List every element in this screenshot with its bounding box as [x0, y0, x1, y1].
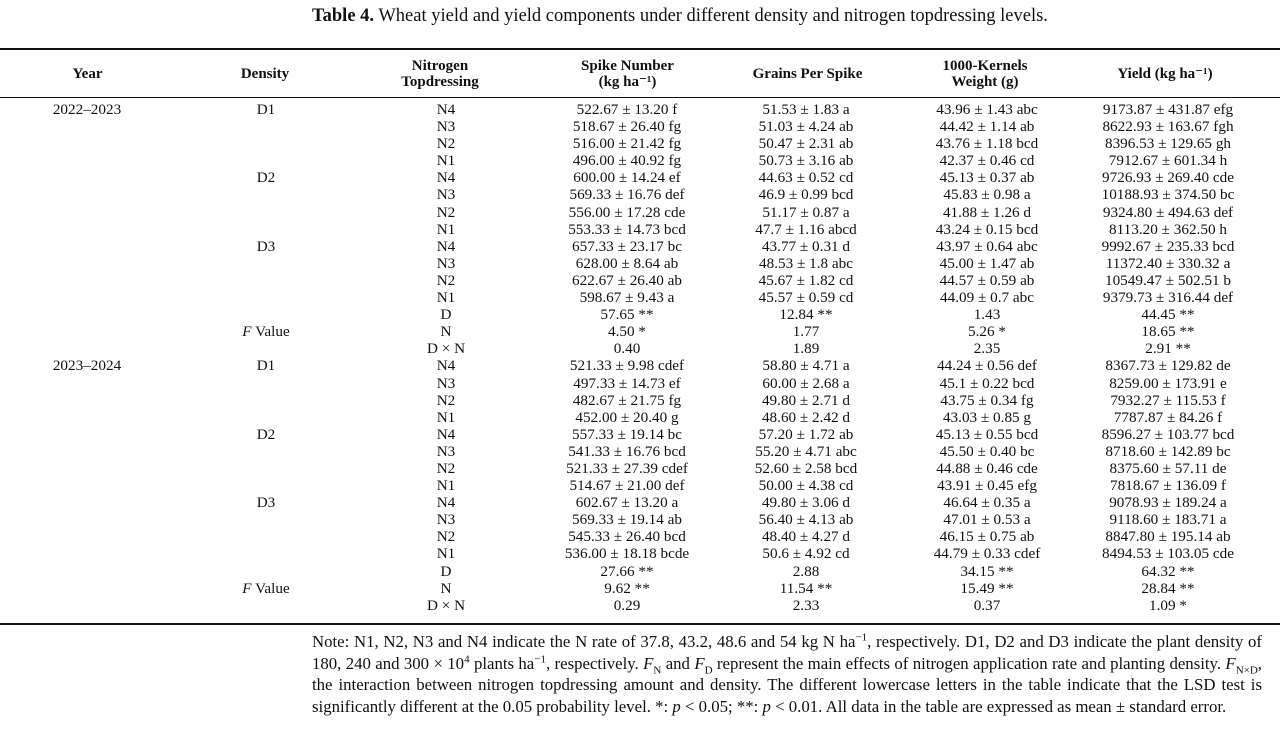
cell-kernels-weight: 45.83 ± 0.98 a [943, 186, 1031, 204]
cell-grains-per-spike: 44.63 ± 0.52 cd [758, 169, 854, 187]
cell-yield: 8375.60 ± 57.11 de [1109, 459, 1227, 477]
cell-grains-per-spike: 45.57 ± 0.59 cd [758, 289, 854, 307]
cell-yield: 44.45 ** [1141, 306, 1195, 324]
table-row [0, 101, 1280, 118]
cell-grains-per-spike: 51.53 ± 1.83 a [762, 101, 850, 118]
cell-density: D2 [256, 425, 276, 443]
cell-nitrogen: N4 [436, 169, 456, 187]
table-row [0, 272, 1280, 289]
cell-spike-number: 452.00 ± 20.40 g [575, 408, 679, 426]
cell-nitrogen: N3 [436, 118, 456, 136]
table-row [0, 255, 1280, 272]
table-row [0, 545, 1280, 562]
cell-kernels-weight: 43.03 ± 0.85 g [942, 408, 1032, 426]
table-row [0, 289, 1280, 306]
cell-spike-number: 541.33 ± 16.76 bcd [568, 442, 686, 460]
cell-grains-per-spike: 46.9 ± 0.99 bcd [758, 186, 854, 204]
cell-grains-per-spike: 51.03 ± 4.24 ab [758, 118, 854, 136]
cell-spike-number: 557.33 ± 19.14 bc [572, 425, 682, 443]
cell-grains-per-spike: 1.89 [792, 340, 820, 358]
cell-yield: 8113.20 ± 362.50 h [1109, 220, 1227, 238]
cell-spike-number: 622.67 ± 26.40 ab [572, 271, 682, 289]
table-row [0, 135, 1280, 152]
cell-nitrogen: N4 [436, 425, 456, 443]
cell-density: D1 [256, 357, 276, 375]
header-nitrogen-topdressing: Nitrogen Topdressing [401, 58, 479, 90]
cell-nitrogen: N3 [436, 442, 456, 460]
cell-spike-number: 569.33 ± 16.76 def [569, 186, 685, 204]
table-row [0, 238, 1280, 255]
cell-grains-per-spike: 50.00 ± 4.38 cd [758, 477, 854, 495]
cell-yield: 9379.73 ± 316.44 def [1102, 289, 1234, 307]
cell-kernels-weight: 43.91 ± 0.45 efg [937, 477, 1037, 495]
cell-spike-number: 602.67 ± 13.20 a [575, 494, 679, 512]
cell-yield: 2.91 ** [1145, 340, 1191, 358]
cell-spike-number: 482.67 ± 21.75 fg [572, 391, 682, 409]
cell-density: D2 [256, 169, 276, 187]
cell-kernels-weight: 43.97 ± 0.64 abc [936, 237, 1038, 255]
cell-kernels-weight: 34.15 ** [960, 562, 1014, 580]
cell-grains-per-spike: 43.77 ± 0.31 d [761, 237, 851, 255]
cell-grains-per-spike: 2.33 [792, 596, 820, 614]
table-row [0, 460, 1280, 477]
cell-yield: 8847.80 ± 195.14 ab [1105, 528, 1231, 546]
cell-yield: 9324.80 ± 494.63 def [1102, 203, 1234, 221]
cell-nitrogen: N2 [436, 271, 456, 289]
table-body [0, 101, 1280, 614]
cell-yield: 8396.53 ± 129.65 gh [1104, 135, 1232, 153]
cell-yield: 8367.73 ± 129.82 de [1105, 357, 1231, 375]
cell-yield: 7932.27 ± 115.53 f [1110, 391, 1226, 409]
table-row [0, 152, 1280, 169]
cell-kernels-weight: 45.13 ± 0.37 ab [939, 169, 1035, 187]
cell-yield: 8718.60 ± 142.89 bc [1105, 442, 1231, 460]
cell-grains-per-spike: 51.17 ± 0.87 a [762, 203, 850, 221]
cell-spike-number: 497.33 ± 14.73 ef [573, 374, 681, 392]
cell-yield: 7787.87 ± 84.26 f [1113, 408, 1223, 426]
table-row [0, 375, 1280, 392]
cell-kernels-weight: 44.09 ± 0.7 abc [940, 289, 1034, 307]
cell-nitrogen: N3 [436, 186, 456, 204]
cell-density: F Value [242, 323, 290, 341]
cell-density: D3 [256, 237, 276, 255]
cell-grains-per-spike: 49.80 ± 3.06 d [761, 494, 851, 512]
cell-nitrogen: N1 [436, 152, 456, 170]
cell-spike-number: 27.66 ** [600, 562, 654, 580]
cell-kernels-weight: 43.76 ± 1.18 bcd [935, 135, 1039, 153]
cell-spike-number: 569.33 ± 19.14 ab [572, 511, 682, 529]
cell-kernels-weight: 45.00 ± 1.47 ab [939, 254, 1035, 272]
cell-nitrogen: D [440, 562, 452, 580]
cell-nitrogen: N2 [436, 528, 456, 546]
cell-kernels-weight: 44.24 ± 0.56 def [937, 357, 1037, 375]
cell-yield: 10549.47 ± 502.51 b [1104, 271, 1232, 289]
cell-spike-number: 4.50 * [608, 323, 646, 341]
cell-spike-number: 556.00 ± 17.28 cde [568, 203, 686, 221]
table-row [0, 563, 1280, 580]
cell-grains-per-spike: 48.60 ± 2.42 d [761, 408, 851, 426]
cell-kernels-weight: 43.75 ± 0.34 fg [940, 391, 1034, 409]
cell-yield: 7912.67 ± 601.34 h [1108, 152, 1228, 170]
cell-grains-per-spike: 48.53 ± 1.8 abc [759, 254, 853, 272]
cell-kernels-weight: 46.15 ± 0.75 ab [939, 528, 1035, 546]
cell-nitrogen: N [440, 579, 452, 597]
table-note: Note: N1, N2, N3 and N4 indicate the N rate of 37.8, 43.2, 48.6 and 54 kg N $ha^{-1}$, respectively. D1, D2 and D3 indicate the plant density of 180, 240 and $300 \times 10^4$ plants $ha^{-1}$, respectively. $F_N$ and $F_D$ represent the main effects of nitrogen application rate and planting density. $F_{N\times D}$, the interaction between nitrogen topdressing amount and density. The different lowercase letters in the table indicate that the LSD test is significantly different at the 0.05 probability level. *: p < 0.05; **: p < 0.01. All data in the table are expressed as mean ± standard error. [312, 631, 1263, 716]
header-yield: Yield (kg ha⁻¹) [1117, 66, 1213, 82]
cell-spike-number: 600.00 ± 14.24 ef [573, 169, 681, 187]
cell-kernels-weight: 45.1 ± 0.22 bcd [939, 374, 1035, 392]
cell-spike-number: 518.67 ± 26.40 fg [572, 118, 682, 136]
cell-yield: 28.84 ** [1141, 579, 1195, 597]
cell-nitrogen: N [440, 323, 452, 341]
cell-kernels-weight: 1.43 [973, 306, 1001, 324]
cell-grains-per-spike: 50.47 ± 2.31 ab [758, 135, 854, 153]
cell-kernels-weight: 44.79 ± 0.33 cdef [933, 545, 1041, 563]
cell-grains-per-spike: 48.40 ± 4.27 d [761, 528, 851, 546]
cell-kernels-weight: 5.26 * [968, 323, 1006, 341]
table-row [0, 477, 1280, 494]
cell-kernels-weight: 42.37 ± 0.46 cd [939, 152, 1035, 170]
cell-kernels-weight: 15.49 ** [960, 579, 1014, 597]
cell-yield: 9118.60 ± 183.71 a [1109, 511, 1227, 529]
cell-nitrogen: N1 [436, 289, 456, 307]
cell-grains-per-spike: 50.73 ± 3.16 ab [758, 152, 854, 170]
table-row [0, 528, 1280, 545]
cell-kernels-weight: 46.64 ± 0.35 a [943, 494, 1031, 512]
table-row [0, 204, 1280, 221]
table-top-rule [0, 48, 1280, 50]
cell-nitrogen: D × N [426, 340, 466, 358]
cell-yield: 8622.93 ± 163.67 fgh [1102, 118, 1234, 136]
cell-nitrogen: N4 [436, 101, 456, 118]
cell-grains-per-spike: 56.40 ± 4.13 ab [758, 511, 854, 529]
table-caption-text: Wheat yield and yield components under different density and nitrogen topdressing levels. [374, 6, 1048, 26]
table-row [0, 597, 1280, 614]
table-caption [312, 4, 1272, 28]
cell-nitrogen: N4 [436, 357, 456, 375]
table-caption-label: Table 4. [312, 6, 375, 26]
cell-kernels-weight: 44.88 ± 0.46 cde [936, 459, 1038, 477]
cell-density: D3 [256, 494, 276, 512]
cell-spike-number: 521.33 ± 27.39 cdef [566, 459, 688, 477]
table-row [0, 118, 1280, 135]
cell-grains-per-spike: 1.77 [792, 323, 820, 341]
cell-spike-number: 545.33 ± 26.40 bcd [568, 528, 686, 546]
header-year: Year [72, 66, 103, 82]
cell-yield: 10188.93 ± 374.50 bc [1101, 186, 1235, 204]
cell-grains-per-spike: 58.80 ± 4.71 a [762, 357, 850, 375]
cell-grains-per-spike: 47.7 ± 1.16 abcd [755, 220, 857, 238]
cell-spike-number: 496.00 ± 40.92 fg [572, 152, 682, 170]
cell-spike-number: 0.29 [613, 596, 641, 614]
cell-spike-number: 522.67 ± 13.20 f [576, 101, 678, 118]
table-row [0, 340, 1280, 357]
cell-nitrogen: N2 [436, 203, 456, 221]
cell-spike-number: 628.00 ± 8.64 ab [575, 254, 679, 272]
table-bottom-rule [0, 623, 1280, 625]
cell-nitrogen: N1 [436, 477, 456, 495]
cell-nitrogen: N1 [436, 545, 456, 563]
cell-grains-per-spike: 11.54 ** [779, 579, 833, 597]
cell-spike-number: 536.00 ± 18.18 bcde [564, 545, 690, 563]
cell-kernels-weight: 2.35 [973, 340, 1001, 358]
cell-grains-per-spike: 2.88 [792, 562, 820, 580]
cell-grains-per-spike: 57.20 ± 1.72 ab [758, 425, 854, 443]
cell-spike-number: 521.33 ± 9.98 cdef [569, 357, 685, 375]
cell-nitrogen: N2 [436, 459, 456, 477]
table-row [0, 392, 1280, 409]
cell-nitrogen: N3 [436, 254, 456, 272]
cell-kernels-weight: 43.96 ± 1.43 abc [936, 101, 1038, 118]
table-row [0, 409, 1280, 426]
cell-yield: 11372.40 ± 330.32 a [1105, 254, 1231, 272]
cell-spike-number: 657.33 ± 23.17 bc [572, 237, 682, 255]
table-row [0, 511, 1280, 528]
cell-yield: 9173.87 ± 431.87 efg [1102, 101, 1234, 118]
cell-grains-per-spike: 55.20 ± 4.71 abc [755, 442, 857, 460]
cell-spike-number: 553.33 ± 14.73 bcd [568, 220, 686, 238]
cell-nitrogen: N4 [436, 494, 456, 512]
table-header-rule [0, 97, 1280, 98]
cell-spike-number: 57.65 ** [600, 306, 654, 324]
cell-kernels-weight: 47.01 ± 0.53 a [943, 511, 1031, 529]
table-row [0, 357, 1280, 374]
cell-kernels-weight: 0.37 [973, 596, 1001, 614]
cell-yield: 1.09 * [1149, 596, 1187, 614]
cell-grains-per-spike: 60.00 ± 2.68 a [762, 374, 850, 392]
cell-nitrogen: D [440, 306, 452, 324]
cell-grains-per-spike: 49.80 ± 2.71 d [761, 391, 851, 409]
cell-nitrogen: N2 [436, 135, 456, 153]
cell-kernels-weight: 41.88 ± 1.26 d [942, 203, 1032, 221]
cell-spike-number: 598.67 ± 9.43 a [579, 289, 675, 307]
header-density: Density [240, 66, 290, 82]
cell-kernels-weight: 44.57 ± 0.59 ab [939, 271, 1035, 289]
cell-spike-number: 0.40 [613, 340, 641, 358]
cell-density: F Value [242, 579, 290, 597]
cell-yield: 18.65 ** [1141, 323, 1195, 341]
cell-yield: 64.32 ** [1141, 562, 1195, 580]
table-row [0, 221, 1280, 238]
cell-nitrogen: N4 [436, 237, 456, 255]
cell-nitrogen: N3 [436, 374, 456, 392]
table-row [0, 306, 1280, 323]
cell-kernels-weight: 43.24 ± 0.15 bcd [935, 220, 1039, 238]
cell-spike-number: 514.67 ± 21.00 def [569, 477, 685, 495]
cell-yield: 7818.67 ± 136.09 f [1110, 477, 1226, 495]
cell-yield: 8494.53 ± 103.05 cde [1102, 545, 1234, 563]
header-spike-number: Spike Number (kg ha⁻¹) [581, 58, 674, 90]
cell-kernels-weight: 45.13 ± 0.55 bcd [935, 425, 1039, 443]
table-row [0, 426, 1280, 443]
cell-grains-per-spike: 12.84 ** [779, 306, 833, 324]
cell-yield: 8596.27 ± 103.77 bcd [1101, 425, 1235, 443]
table-row [0, 580, 1280, 597]
cell-nitrogen: N2 [436, 391, 456, 409]
cell-yield: 9078.93 ± 189.24 a [1109, 494, 1227, 512]
cell-kernels-weight: 44.42 ± 1.14 ab [939, 118, 1035, 136]
table-row [0, 323, 1280, 340]
table-row [0, 169, 1280, 186]
cell-year: 2023–2024 [52, 357, 122, 375]
table-row [0, 443, 1280, 460]
cell-yield: 9726.93 ± 269.40 cde [1102, 169, 1234, 187]
cell-yield: 9992.67 ± 235.33 bcd [1101, 237, 1235, 255]
cell-kernels-weight: 45.50 ± 0.40 bc [939, 442, 1035, 460]
cell-spike-number: 9.62 ** [604, 579, 650, 597]
cell-nitrogen: N1 [436, 220, 456, 238]
header-grains-per-spike: Grains Per Spike [752, 66, 863, 82]
table-row [0, 186, 1280, 203]
cell-grains-per-spike: 50.6 ± 4.92 cd [762, 545, 850, 563]
cell-nitrogen: N1 [436, 408, 456, 426]
cell-spike-number: 516.00 ± 21.42 fg [572, 135, 682, 153]
cell-nitrogen: N3 [436, 511, 456, 529]
cell-grains-per-spike: 52.60 ± 2.58 bcd [754, 459, 858, 477]
cell-density: D1 [256, 101, 276, 118]
cell-yield: 8259.00 ± 173.91 e [1109, 374, 1227, 392]
cell-year: 2022–2023 [52, 101, 122, 118]
header-kernels-weight: 1000-Kernels Weight (g) [942, 58, 1028, 90]
table-row [0, 494, 1280, 511]
cell-grains-per-spike: 45.67 ± 1.82 cd [758, 271, 854, 289]
cell-nitrogen: D × N [426, 596, 466, 614]
